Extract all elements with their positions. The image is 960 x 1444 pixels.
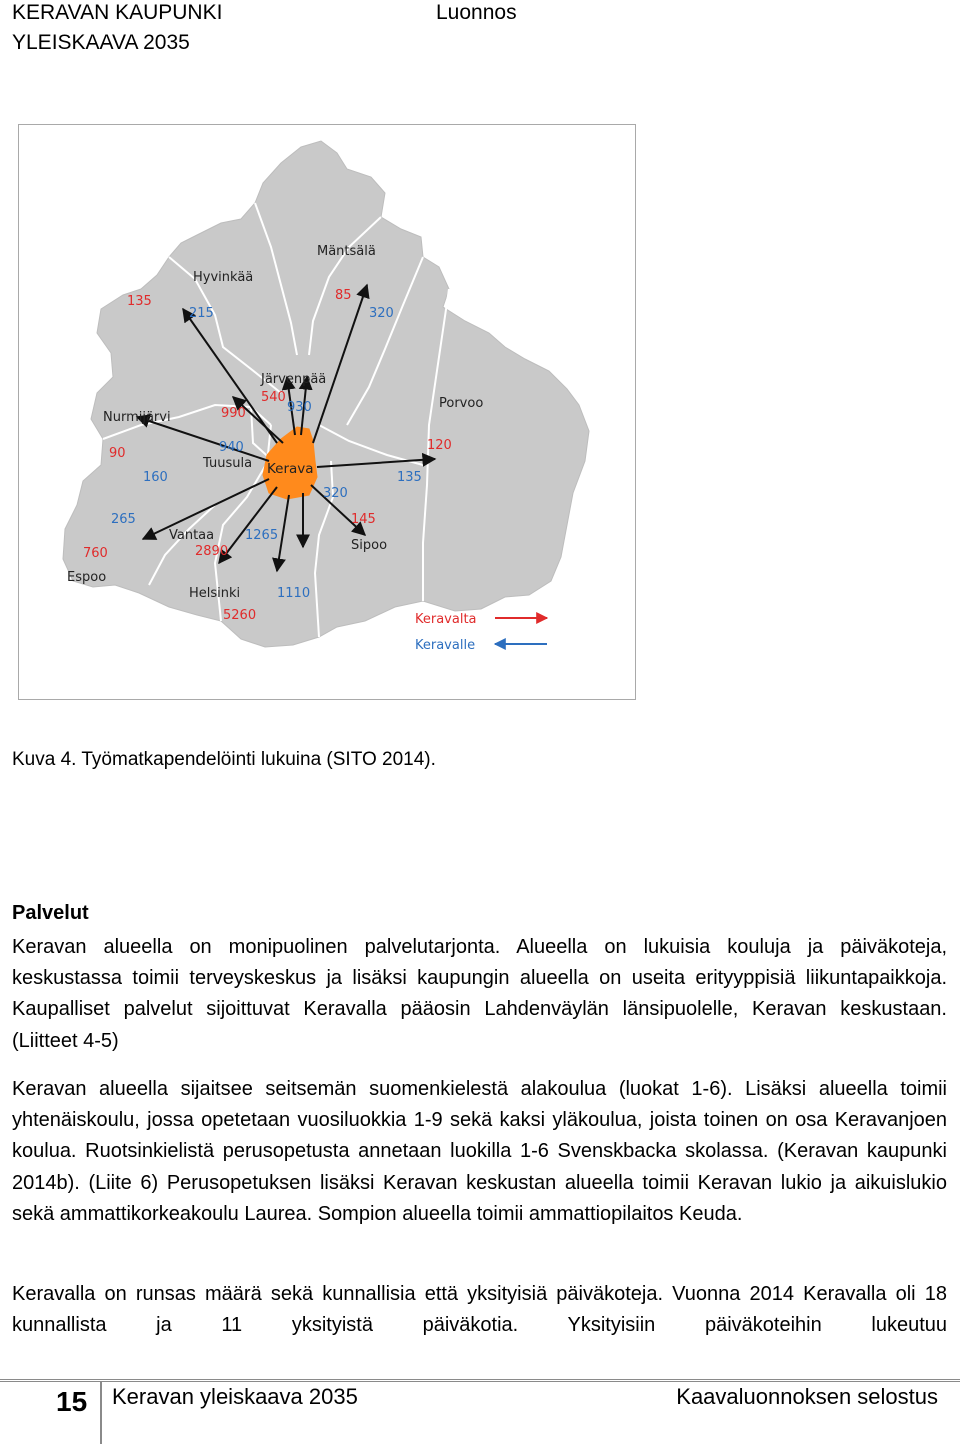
- footer-divider: [100, 1382, 102, 1444]
- footer-document-type: Kaavaluonnoksen selostus: [676, 1384, 938, 1409]
- label-hyvinkaa: Hyvinkää: [193, 270, 254, 285]
- value-vantaa-red: 2890: [195, 544, 229, 559]
- section-heading: Palvelut: [12, 902, 89, 924]
- value-porvoo-blue: 135: [397, 470, 422, 485]
- label-tuusula: Tuusula: [203, 456, 253, 471]
- header-plan: YLEISKAAVA 2035: [12, 31, 190, 54]
- value-espoo-red: 760: [83, 546, 108, 561]
- label-porvoo: Porvoo: [439, 396, 484, 411]
- value-tuusula-red: 990: [221, 406, 246, 421]
- map-legend: [415, 612, 547, 653]
- label-mantsala: Mäntsälä: [317, 244, 376, 259]
- value-sipoo-red: 145: [351, 512, 376, 527]
- value-tuusula-blue: 940: [219, 440, 244, 455]
- paragraph-schools: Keravan alueella sijaitsee seitsemän suomenkielestä alakoulua (luokat 1-6). Lisäksi alueella toimii yhtenäiskoulu, jossa opetetaan vuosiluokkia 1-9 sekä kaksi yläkoulua, joista toinen on osa Keravanjoen koulua. Ruotsinkielistä perusopetusta annetaan luokilla 1-6 Svenskbacka skolassa. (Keravan kaupunki 2014b). (Liite 6) Perusopetuksen lisäksi Keravan keskustan alueella toimii Keravan lukio ja aikuislukio sekä ammattikorkeakoulu Laurea. Sompion alueella toimii ammattiopilaitos Keuda.: [12, 1078, 947, 1225]
- header-status: Luonnos: [436, 1, 517, 24]
- value-sipoo-blue: 320: [323, 486, 348, 501]
- value-nurmijarvi-red: 90: [109, 446, 126, 461]
- value-espoo-blue: 265: [111, 512, 136, 527]
- paragraph-services: Keravan alueella on monipuolinen palvelutarjonta. Alueella on lukuisia kouluja ja päiväkoteja, keskustassa toimii terveyskeskus ja lisäksi kaupungin alueella on useita erityyppisiä liikuntapaikkoja. Kaupalliset palvelut sijoittuvat Keravalla pääosin Lahdenväylän länsipuolelle, Keravan keskustaan. (Liitteet 4-5): [12, 936, 947, 1052]
- value-jarvenpaa-blue: 930: [287, 400, 312, 415]
- label-espoo: Espoo: [67, 570, 107, 585]
- value-hyvinkaa-red: 135: [127, 294, 152, 309]
- commuting-map-figure: [18, 124, 636, 700]
- label-sipoo: Sipoo: [351, 538, 388, 553]
- page-number: 15: [56, 1386, 88, 1417]
- value-porvoo-red: 120: [427, 438, 452, 453]
- figure-caption: Kuva 4. Työmatkapendelöinti lukuina (SITO 2014).: [12, 749, 436, 770]
- region-shape: [63, 141, 589, 647]
- value-jarvenpaa-red: 540: [261, 390, 286, 405]
- label-jarvenpaa: Järvenpää: [261, 372, 327, 387]
- paragraph-daycare: Keravalla on runsas määrä sekä kunnallisia että yksityisiä päiväkoteja. Vuonna 2014 Keravalla oli 18 kunnallista ja 11 yksityistä päiväkotia. Yksityisiin päiväkoteihin lukeutuu: [12, 1283, 947, 1337]
- value-hyvinkaa-blue: 215: [189, 306, 214, 321]
- value-vantaa-blue: 1265: [245, 528, 279, 543]
- value-mantsala-blue: 320: [369, 306, 394, 321]
- value-helsinki-red: 5260: [223, 608, 257, 623]
- commuting-map: [19, 125, 635, 699]
- header-org: KERAVAN KAUPUNKI: [12, 1, 223, 24]
- value-nurmijarvi-blue: 160: [143, 470, 168, 485]
- value-helsinki-blue: 1110: [277, 586, 311, 601]
- legend-keravalta-label: Keravalta: [415, 612, 477, 627]
- label-vantaa: Vantaa: [169, 528, 215, 543]
- label-nurmijarvi: Nurmijärvi: [103, 410, 171, 425]
- legend-keravalle-label: Keravalle: [415, 638, 476, 653]
- label-kerava: Kerava: [267, 461, 314, 477]
- value-mantsala-red: 85: [335, 288, 352, 303]
- footer-document-title: Keravan yleiskaava 2035: [112, 1384, 358, 1409]
- label-helsinki: Helsinki: [189, 586, 241, 601]
